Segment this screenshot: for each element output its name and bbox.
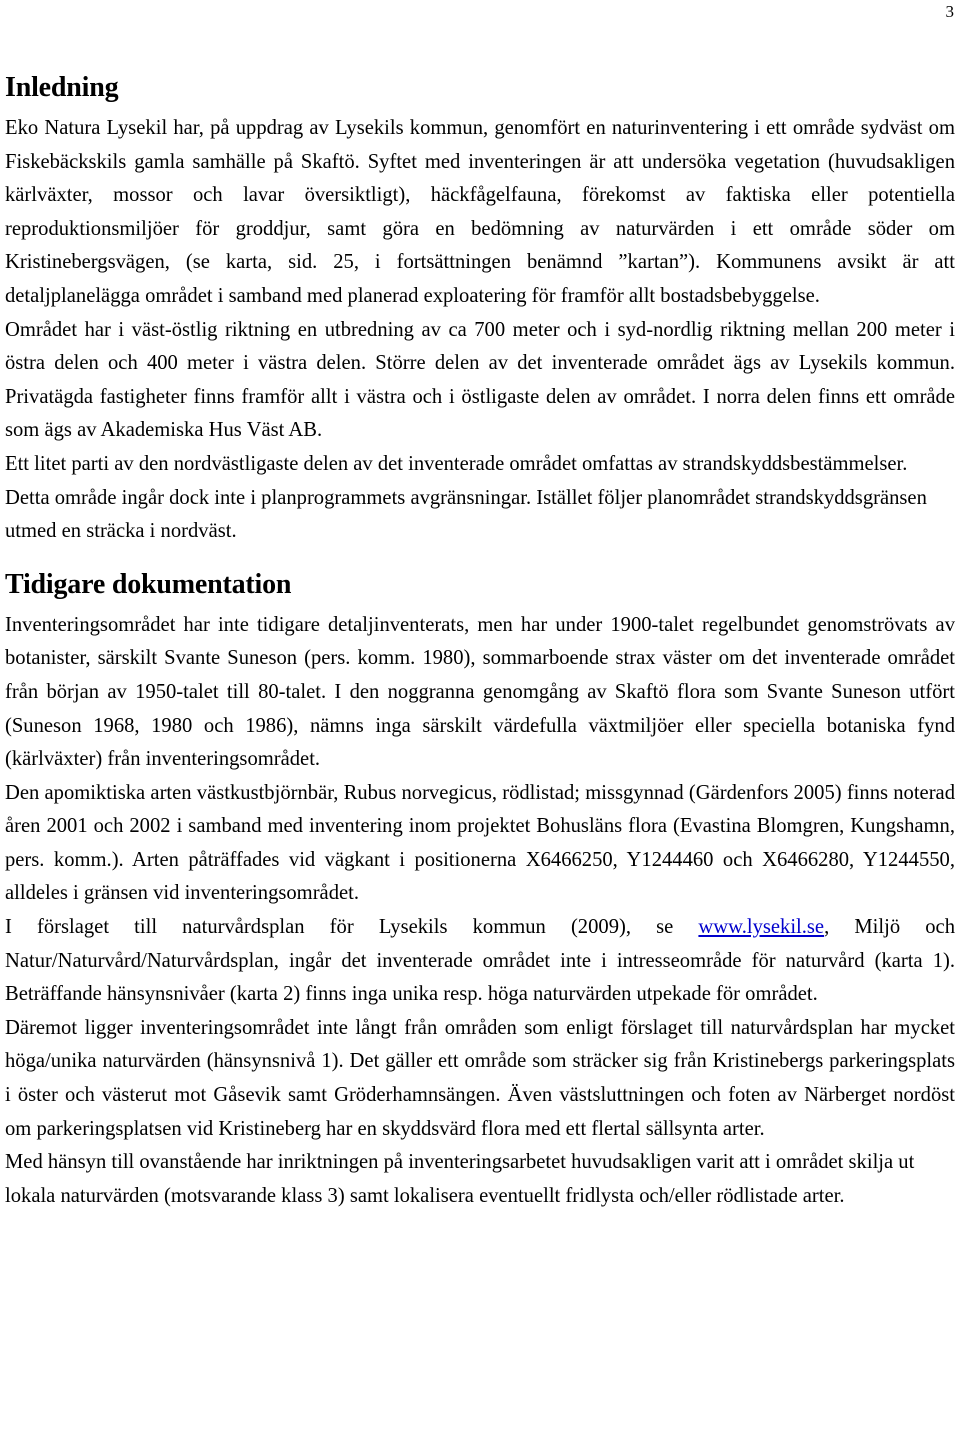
paragraph-with-link: [5, 911, 955, 1012]
section-heading-tidigare-dokumentation: Tidigare dokumentation: [5, 568, 292, 600]
paragraph: Eko Natura Lysekil har, på uppdrag av Lysekils kommun, genomfört en naturinventering i ett område sydväst om Fiskebäckskils gamla samhälle på Skaftö. Syftet med inventeringen är att undersöka vegetation (huvudsakligen kärlväxter, mossor och lavar översiktligt), häckfågelfauna, förekomst av faktiska eller potentiella reproduktionsmiljöer för groddjur, samt göra en bedömning av naturvärden i ett område söder om Kristinebergsvägen, (se karta, sid. 25, i fortsättningen benämnd ”kartan”). Kommunens avsikt är att detaljplanelägga området i samband med planerad exploatering för framför allt bostadsbebyggelse.: [5, 117, 955, 307]
paragraph: Däremot ligger inventeringsområdet inte långt från områden som enligt förslaget till naturvårdsplan har mycket höga/unika naturvärden (hänsynsnivå 1). Det gäller ett område som sträcker sig från Kristinebergs parkeringsplats i öster och västerut mot Gåsevik samt Gröderhamnsängen. Även västsluttningen och foten av Närberget nordöst om parkeringsplatsen vid Kristineberg har en skyddsvärd flora med ett flertal sällsynta arter.: [5, 1016, 955, 1140]
paragraph: Ett litet parti av den nordvästligaste delen av det inventerade området omfattas av strandskyddsbestämmelser. Detta område ingår dock inte i planprogrammets avgränsningar. Istället följer planområdet strandskyddsgränsen utmed en sträcka i nordväst.: [5, 452, 927, 543]
paragraph: Den apomiktiska arten västkustbjörnbär, Rubus norvegicus, rödlistad; missgynnad (Gärdenfors 2005) finns noterad åren 2001 och 2002 i samband med inventering inom projektet Bohusläns flora (Evastina Blomgren, Kungshamn, pers. komm.). Arten påträffades vid vägkant i positionerna X6466250, Y1244460 och X6466280, Y1244550, alldeles i gränsen vid inventeringsområdet.: [5, 781, 955, 905]
page-number: 3: [945, 2, 954, 21]
paragraph-text: I förslaget till naturvårdsplan för Lysekils kommun (2009), se: [5, 916, 699, 939]
paragraph: Inventeringsområdet har inte tidigare detaljinventerats, men har under 1900-talet regelbundet genomströvats av botanister, särskilt Svante Suneson (pers. komm. 1980), sommarboende strax väster om det inventerade området från början av 1950-talet till 80-talet. I den noggranna genomgång av Skaftö flora som Svante Suneson utfört (Suneson 1968, 1980 och 1986), nämns inga särskilt värdefulla växtmiljöer eller speciella botaniska fynd (kärlväxter) från inventeringsområdet.: [5, 613, 955, 771]
paragraph: Med hänsyn till ovanstående har inriktningen på inventeringsarbetet huvudsakligen varit att i området skilja ut lokala naturvärden (motsvarande klass 3) samt lokalisera eventuellt fridlysta och/eller rödlistade arter.: [5, 1151, 915, 1207]
lysekil-website-link[interactable]: www.lysekil.se: [698, 916, 825, 939]
document-body: [5, 70, 955, 1213]
paragraph-text: , Miljö och Natur/Naturvård/Naturvårdsplan, ingår det inventerade området inte i intresseområde för naturvård (karta 1). Beträffande hänsynsnivåer (karta 2) finns inga unika resp. höga naturvärden utpekade för området.: [5, 916, 955, 1006]
section-heading-inledning: Inledning: [5, 72, 119, 103]
paragraph: Området har i väst-östlig riktning en utbredning av ca 700 meter och i syd-nordlig riktning mellan 200 meter i östra delen och 400 meter i västra delen. Större delen av det inventerade området ägs av Lysekils kommun. Privatägda fastigheter finns framför allt i västra och i östligaste delen av området. I norra delen finns ett område som ägs av Akademiska Hus Väst AB.: [5, 318, 955, 442]
